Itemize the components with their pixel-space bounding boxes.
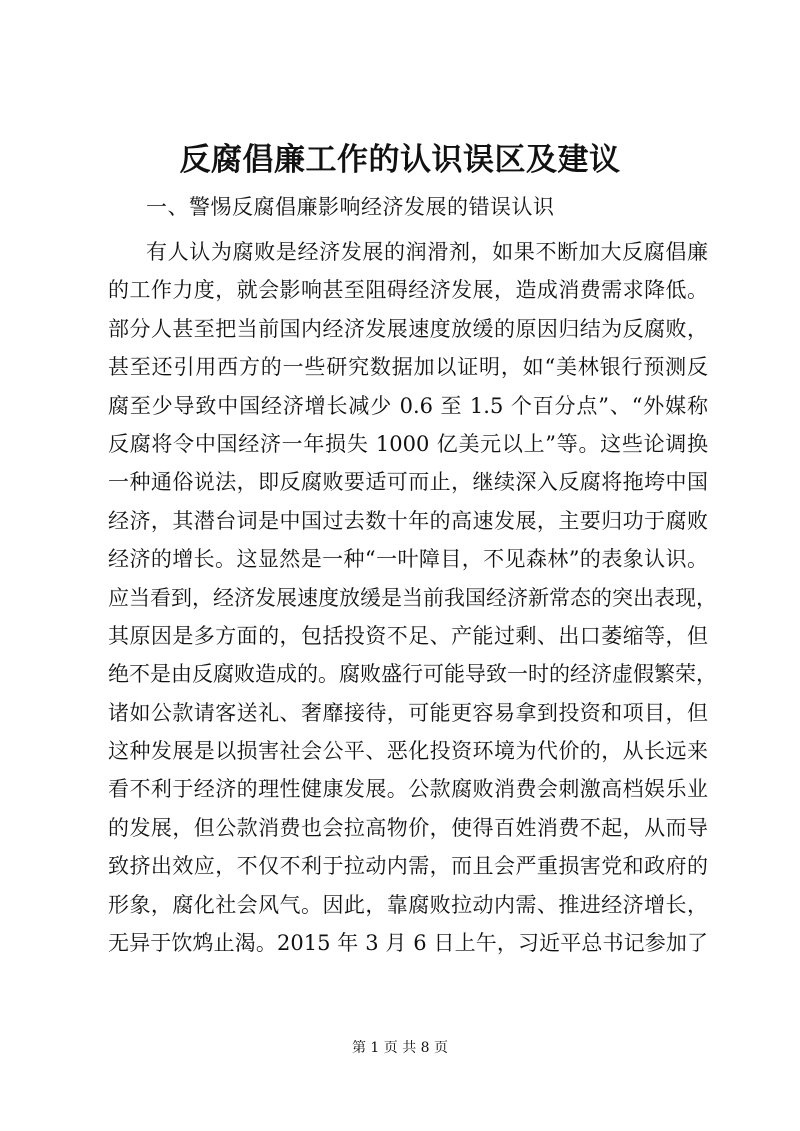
body-line: 形象，腐化社会风气。因此，靠腐败拉动内需、推进经济增长， [108, 892, 708, 917]
body-line: 经济的增长。这显然是一种“一叶障目，不见森林”的表象认识。 [108, 547, 708, 572]
body-line: 腐至少导致中国经济增长减少 0.6 至 1.5 个百分点”、“外媒称 [108, 393, 708, 418]
body-line: 致挤出效应，不仅不利于拉动内需，而且会严重损害党和政府的 [108, 854, 708, 879]
body-line: 的发展，但公款消费也会拉高物价，使得百姓消费不起，从而导 [108, 815, 708, 840]
body-line: 这种发展是以损害社会公平、恶化投资环境为代价的，从长远来 [108, 739, 708, 764]
page-footer: 第 1 页 共 8 页 [351, 1040, 449, 1056]
body-line: 诸如公款请客送礼、奢靡接待，可能更容易拿到投资和项目，但 [108, 700, 708, 725]
body-line: 一种通俗说法，即反腐败要适可而止，继续深入反腐将拖垮中国 [108, 470, 708, 495]
body-line: 看不利于经济的理性健康发展。公款腐败消费会刺激高档娱乐业 [108, 777, 708, 802]
body-line: 反腐将令中国经济一年损失 1000 亿美元以上”等。这些论调换 [108, 431, 708, 456]
body-line: 其原因是多方面的，包括投资不足、产能过剩、出口萎缩等，但 [108, 623, 708, 648]
body-line: 经济，其潜台词是中国过去数十年的高速发展，主要归功于腐败 [108, 508, 708, 533]
body-line: 有人认为腐败是经济发展的润滑剂，如果不断加大反腐倡廉 [146, 240, 708, 264]
body-line: 应当看到，经济发展速度放缓是当前我国经济新常态的突出表现， [108, 585, 717, 610]
body-line: 绝不是由反腐败造成的。腐败盛行可能导致一时的经济虚假繁荣， [108, 662, 717, 687]
section-heading: 一、警惕反腐倡廉影响经济发展的错误认识 [146, 195, 555, 219]
body-line: 无异于饮鸩止渴。2015 年 3 月 6 日上午，习近平总书记参加了 [108, 931, 708, 956]
body-text [108, 233, 717, 962]
document-title: 反腐倡廉工作的认识误区及建议 [179, 142, 621, 178]
body-line: 的工作力度，就会影响甚至阻碍经济发展，造成消费需求降低。 [108, 278, 708, 303]
body-line: 部分人甚至把当前国内经济发展速度放缓的原因归结为反腐败， [108, 316, 708, 341]
body-line: 甚至还引用西方的一些研究数据加以证明，如“美林银行预测反 [108, 355, 708, 380]
